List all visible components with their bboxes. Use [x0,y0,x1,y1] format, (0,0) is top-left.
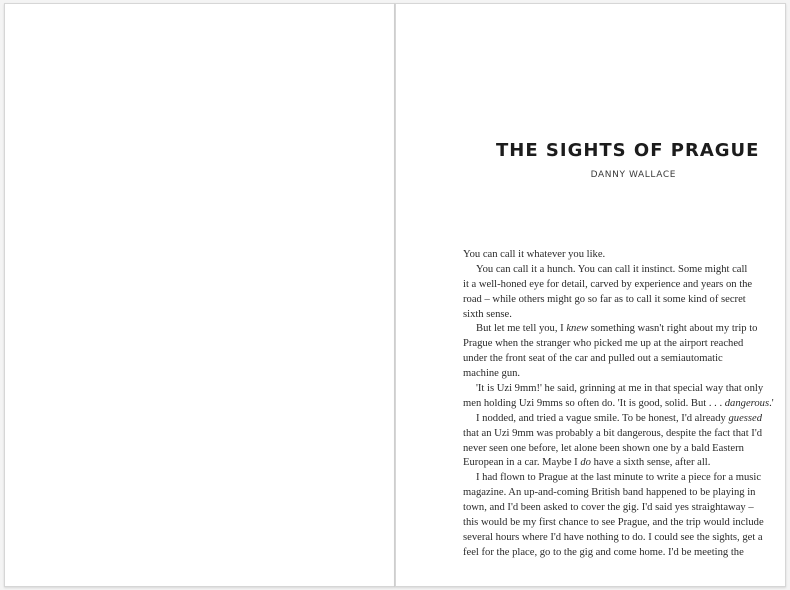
italic-text: do [580,457,591,469]
text-line [463,442,763,457]
text-line [463,397,774,412]
text-line [463,531,763,546]
body-text [463,248,774,561]
left-page [4,3,395,587]
text-line [463,516,763,531]
text-segment: town, and I'd been asked to cover the gig. I'd said yes straightaway – [463,502,754,514]
text-line [463,427,763,442]
text-segment: magazine. An up-and-coming British band happened to be playing in [463,487,756,499]
text-segment: machine gun. [463,368,521,380]
text-line [463,412,763,427]
text-segment: men holding Uzi 9mms so often do. 'It is good, solid. But . . . [463,397,725,409]
right-page [395,3,786,587]
text-line [463,263,763,278]
italic-text: knew [566,323,589,335]
text-segment: road – while others might go so far as to call it some kind of secret [463,293,746,305]
text-line [463,382,763,397]
text-segment: Prague when the stranger who picked me up at the airport reached [463,338,744,350]
text-segment: But let me tell you, I [476,323,567,335]
text-segment: You can call it a hunch. You can call it instinct. Some might call [476,263,748,275]
text-line [463,501,763,516]
italic-text: guessed [728,412,763,424]
text-line [463,456,763,471]
text-segment: several hours where I'd have nothing to do. I could see the sights, get a [463,531,763,543]
text-line [463,337,763,352]
text-segment: it a well-honed eye for detail, carved by experience and years on the [463,278,753,290]
text-segment: have a sixth sense, after all. [590,457,711,469]
text-segment: sixth sense. [463,308,512,320]
text-line [463,471,763,486]
text-segment: feel for the place, go to the gig and come home. I'd be meeting the [463,546,744,558]
text-segment: I nodded, and tried a vague smile. To be honest, I'd already [476,412,729,424]
text-line [463,352,763,367]
text-segment: I had flown to Prague at the last minute to write a piece for a music [476,472,762,484]
text-segment: that an Uzi 9mm was probably a bit dangerous, despite the fact that I'd [463,427,763,439]
text-segment: .' [769,397,774,409]
text-line [463,248,763,263]
text-segment: something wasn't right about my trip to [588,323,758,335]
italic-text: dangerous [724,397,770,409]
text-line [463,322,763,337]
text-line [463,308,763,323]
text-segment: under the front seat of the car and pulled out a semiautomatic [463,353,723,365]
text-line [463,293,763,308]
text-segment: You can call it whatever you like. [463,249,606,260]
text-line [463,486,763,501]
chapter-title: THE SIGHTS OF PRAGUE [496,140,760,161]
text-segment: 'It is Uzi 9mm!' he said, grinning at me in that special way that only [476,383,764,395]
author-name: DANNY WALLACE [590,170,676,180]
text-line [463,367,763,382]
text-segment: European in a car. Maybe I [463,457,581,469]
text-line [463,278,763,293]
text-segment: never seen one before, let alone been shown one by a bald Eastern [463,442,744,454]
text-line [463,546,763,561]
text-segment: this would be my first chance to see Prague, and the trip would include [463,517,764,529]
